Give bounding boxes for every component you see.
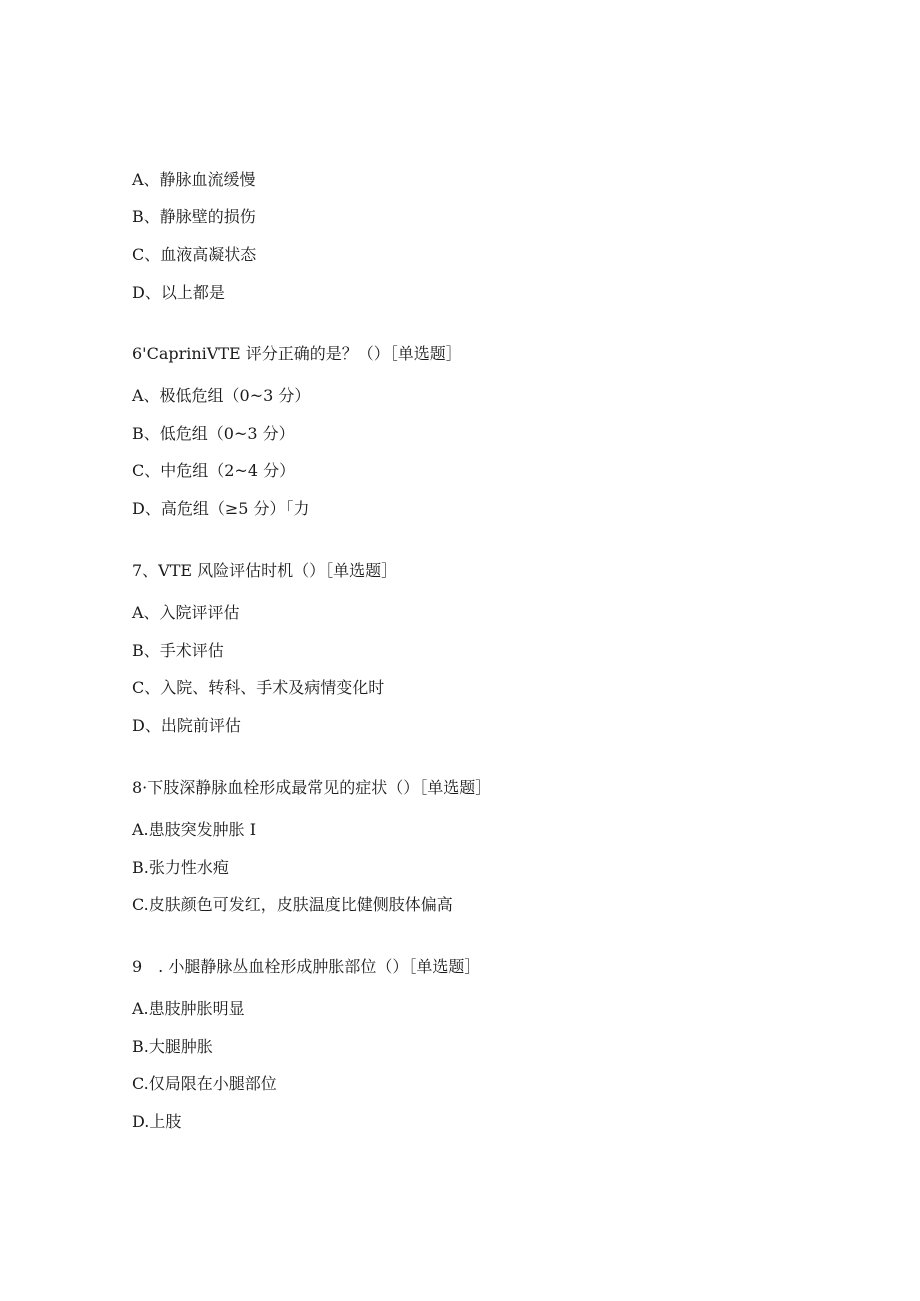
question-6-option-a: A、极低危组（0~3 分） <box>132 386 311 405</box>
question-7-option-c: C、入院、转科、手术及病情变化时 <box>132 678 385 697</box>
question-6: 6'CapriniVTE 评分正确的是？（）［单选题］ <box>132 344 462 363</box>
option-b: B、静脉壁的损伤 <box>132 207 256 226</box>
question-6-option-d: D、高危组（≥5 分）「力 <box>132 499 310 518</box>
question-7-option-a: A、入院评评估 <box>132 603 240 622</box>
question-7-option-d: D、出院前评估 <box>132 716 241 735</box>
question-8-option-b: B.张力性水疱 <box>132 858 229 877</box>
question-9-option-d: D.上肢 <box>132 1112 182 1131</box>
option-c: C、血液高凝状态 <box>132 245 257 264</box>
question-8-option-a: A.患肢突发肿胀 I <box>132 820 257 839</box>
question-9-option-c: C.仅局限在小腿部位 <box>132 1074 277 1093</box>
question-9-option-a: A.患肢肿胀明显 <box>132 999 245 1018</box>
question-8: 8·下肢深静脉血栓形成最常见的症状（）［单选题］ <box>132 778 492 797</box>
question-9: 9 . 小腿静脉丛血栓形成肿胀部位（）［单选题］ <box>132 957 481 976</box>
question-9-option-b: B.大腿肿胀 <box>132 1037 213 1056</box>
question-7-option-b: B、手术评估 <box>132 641 224 660</box>
question-6-option-c: C、中危组（2~4 分） <box>132 461 296 480</box>
option-a: A、静脉血流缓慢 <box>132 170 256 189</box>
question-8-option-c: C.皮肤颜色可发红，皮肤温度比健侧肢体偏高 <box>132 895 453 914</box>
question-6-option-b: B、低危组（0~3 分） <box>132 424 295 443</box>
question-7: 7、VTE 风险评估时机（）［单选题］ <box>132 561 398 580</box>
option-d: D、以上都是 <box>132 283 225 302</box>
